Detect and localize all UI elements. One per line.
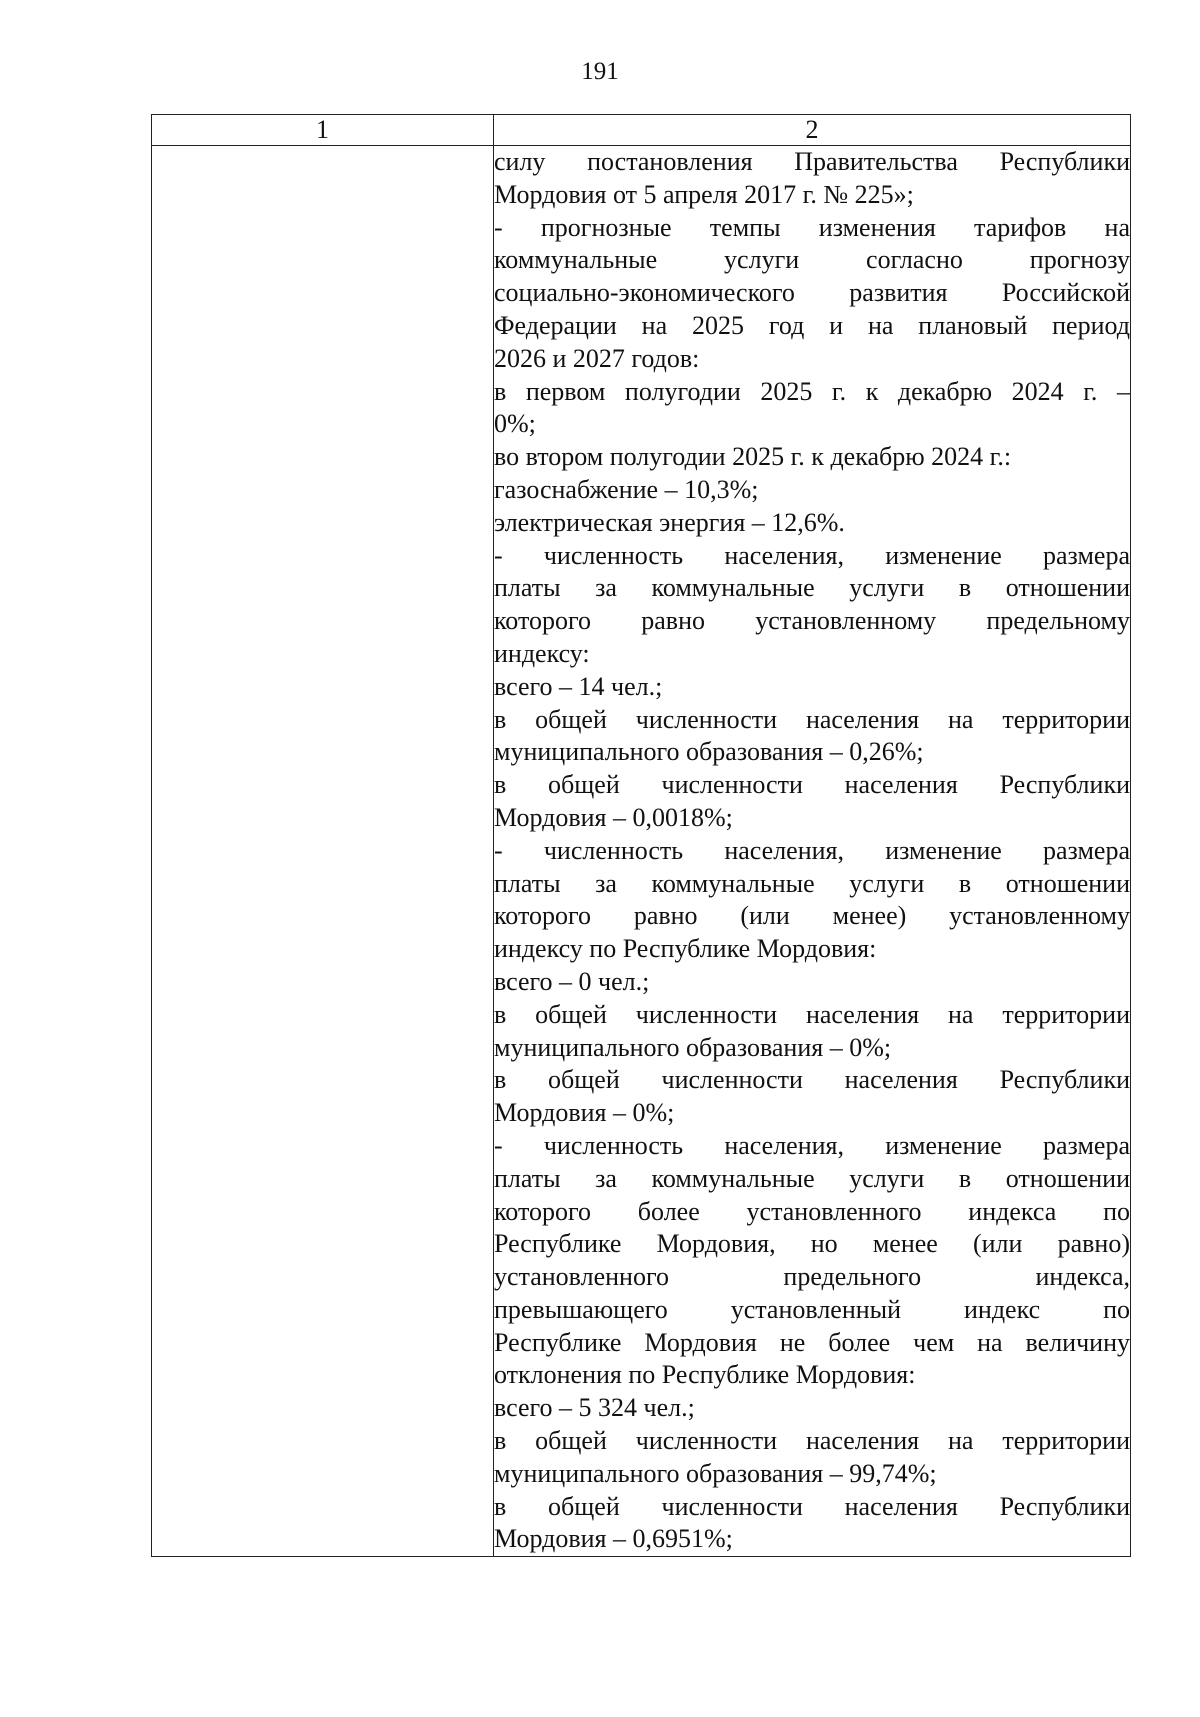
text-line: Мордовия – 0,6951%;: [494, 1524, 733, 1554]
text-line: установленного предельного индекса,: [494, 1262, 1130, 1292]
text-line: платы за коммунальные услуги в отношении: [494, 573, 1130, 603]
text-line: электрическая энергия – 12,6%.: [494, 507, 845, 537]
text-line: которого более установленного индекса по: [494, 1196, 1130, 1226]
text-line: 0%;: [494, 409, 536, 439]
text-line: всего – 0 чел.;: [494, 966, 650, 996]
text-line: в общей численности населения на территории: [494, 1426, 1130, 1456]
text-line: в общей численности населения на территории: [494, 704, 1130, 734]
text-line: силу постановления Правительства Республики: [494, 147, 1130, 176]
text-line: - прогнозные темпы изменения тарифов на: [494, 212, 1130, 242]
text-line: Мордовия – 0%;: [494, 1098, 675, 1128]
text-line: во втором полугодии 2025 г. к декабрю 2024 г.:: [494, 442, 1012, 472]
column-header-2: 2: [494, 115, 1131, 146]
text-line: превышающего установленный индекс по: [494, 1294, 1130, 1324]
text-line: Республике Мордовия, но менее (или равно): [494, 1229, 1130, 1259]
text-line: платы за коммунальные услуги в отношении: [494, 1163, 1130, 1193]
text-line: которого равно (или менее) установленному: [494, 901, 1130, 931]
text-line: Мордовия от 5 апреля 2017 г. № 225»;: [494, 179, 914, 209]
text-line: в общей численности населения на территории: [494, 999, 1130, 1029]
table-header-row: [152, 115, 1131, 146]
column-header-1: 1: [152, 115, 494, 146]
text-line: 2026 и 2027 годов:: [494, 343, 700, 373]
text-line: в общей численности населения Республики: [494, 1491, 1130, 1521]
text-line: Мордовия – 0,0018%;: [494, 802, 733, 832]
text-cell: [494, 146, 1131, 1557]
empty-cell: [152, 146, 494, 1557]
text-line: коммунальные услуги согласно прогнозу: [494, 245, 1130, 275]
document-table: [151, 114, 1131, 1557]
text-line: индексу по Республике Мордовия:: [494, 934, 877, 964]
text-line: - численность населения, изменение размера: [494, 540, 1130, 570]
text-line: - численность населения, изменение размера: [494, 1130, 1130, 1160]
text-line: отклонения по Республике Мордовия:: [494, 1360, 916, 1390]
text-line: муниципального образования – 0%;: [494, 1032, 892, 1062]
text-line: индексу:: [494, 638, 590, 668]
page-number: 191: [581, 58, 619, 85]
text-line: всего – 5 324 чел.;: [494, 1393, 695, 1423]
text-line: в первом полугодии 2025 г. к декабрю 2024 г. –: [494, 376, 1130, 406]
table-row: [152, 146, 1131, 1557]
text-line: - численность населения, изменение размера: [494, 835, 1130, 865]
text-line: социально-экономического развития Российской: [494, 278, 1130, 308]
text-line: в общей численности населения Республики: [494, 770, 1130, 800]
text-line: платы за коммунальные услуги в отношении: [494, 868, 1130, 898]
text-line: в общей численности населения Республики: [494, 1065, 1130, 1095]
text-line: муниципального образования – 99,74%;: [494, 1458, 937, 1488]
text-line: Федерации на 2025 год и на плановый период: [494, 310, 1130, 340]
text-line: всего – 14 чел.;: [494, 671, 663, 701]
text-line: которого равно установленному предельному: [494, 606, 1130, 636]
text-line: газоснабжение – 10,3%;: [494, 474, 759, 504]
text-line: Республике Мордовия не более чем на величину: [494, 1327, 1130, 1357]
text-line: муниципального образования – 0,26%;: [494, 737, 924, 767]
